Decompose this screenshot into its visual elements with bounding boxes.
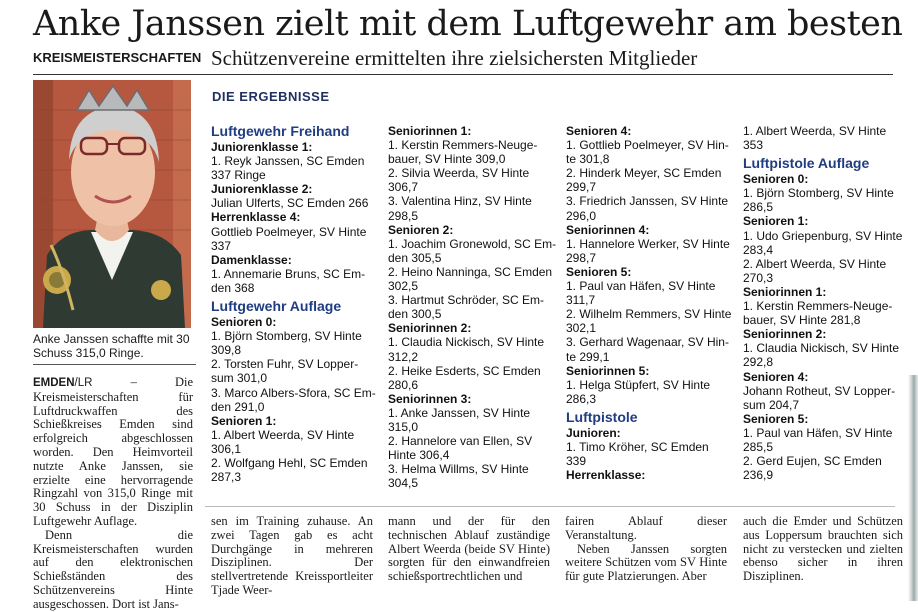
discipline-heading: Luftgewehr Freihand: [211, 123, 350, 139]
result-line: bauer, SV Hinte 309,0: [388, 152, 506, 167]
result-line: 270,3: [743, 270, 774, 285]
result-line: 236,9: [743, 468, 774, 483]
result-line: 1. Björn Stomberg, SV Hinte: [211, 329, 362, 344]
class-heading: Seniorinnen 5:: [566, 363, 650, 378]
result-line: 1. Claudia Nickisch, SV Hinte: [388, 335, 545, 350]
results-column-1: [211, 120, 379, 484]
result-line: 306,1: [211, 441, 242, 456]
result-line: te 301,8: [566, 152, 610, 167]
article-paragraph: fairen Ablauf dieser Veranstaltung.: [565, 514, 727, 542]
result-line: den 300,5: [388, 307, 442, 322]
discipline-heading: Luftpistole: [566, 408, 638, 425]
discipline-heading: Luftpistole Auflage: [743, 155, 870, 172]
article-column-1: [33, 376, 193, 612]
result-line: 296,0: [566, 208, 597, 223]
result-line: 298,5: [388, 208, 419, 223]
result-line: 2. Wilhelm Remmers, SV Hinte: [566, 307, 732, 322]
result-line: te 299,1: [566, 349, 610, 364]
result-line: 1. Hannelore Werker, SV Hinte: [566, 236, 730, 251]
header-rule: [33, 74, 893, 75]
dateline: EMDEN: [33, 377, 75, 389]
result-line: 3. Helma Willms, SV Hinte: [388, 462, 529, 477]
class-heading: Seniorinnen 2:: [388, 321, 472, 336]
class-heading: Senioren 0:: [211, 315, 277, 330]
class-heading: Senioren 5:: [566, 264, 632, 279]
result-line: 2. Heino Nanninga, SC Emden: [388, 264, 553, 279]
discipline-heading: Luftgewehr Auflage: [211, 298, 342, 315]
result-line: 1. Paul van Häfen, SV Hinte: [566, 279, 716, 294]
results-column-3: [566, 124, 734, 482]
result-line: Hinte 306,4: [388, 448, 450, 463]
result-line: 2. Torsten Fuhr, SV Lopper-: [211, 357, 359, 372]
article-paragraph: mann und der für den technischen Ablauf zuständige Albert Weerda (beide SV Hinte) sorgten für den einwandfreien schießsportrechtlichen und: [388, 514, 550, 584]
class-heading: Junioren:: [566, 425, 621, 440]
result-line: 2. Gerd Eujen, SC Emden: [743, 454, 882, 469]
results-divider: [205, 506, 895, 507]
portrait-photo: [33, 80, 191, 328]
headline: Anke Janssen zielt mit dem Luftgewehr am besten: [33, 4, 903, 44]
result-line: 3. Gerhard Wagenaar, SV Hin-: [566, 335, 729, 350]
result-line: 302,1: [566, 321, 597, 336]
result-line: 1. Albert Weerda, SV Hinte: [743, 124, 887, 138]
result-line: 1. Björn Stomberg, SV Hinte: [743, 186, 894, 201]
page-fold-shadow: [908, 375, 918, 601]
result-line: 353: [743, 138, 764, 153]
results-title: DIE ERGEBNISSE: [212, 89, 330, 104]
result-line: 1. Kerstin Remmers-Neuge-: [388, 138, 538, 153]
result-line: Gottlieb Poelmeyer, SV Hinte: [211, 224, 367, 239]
class-heading: Seniorinnen 1:: [743, 284, 827, 299]
result-line: 306,7: [388, 180, 419, 195]
result-line: Johann Rotheut, SV Lopper-: [743, 383, 896, 398]
result-line: sum 204,7: [743, 397, 800, 412]
result-line: 337: [211, 238, 232, 253]
article-paragraph: – Die Kreismeisterschaften für Luftdruckwaffen des Schießkreises Emden sind erfolgreich abgeschlossen worden. Den Heimvorteil nutzte Anke Janssen, sie erzielte eine hervorragende Ringzahl von 315,0 Ringe mit 30 Schuss in der Disziplin Luftgewehr Auflage.: [33, 375, 193, 528]
class-heading: Senioren 1:: [743, 214, 809, 229]
article-column-2: [211, 515, 373, 598]
class-heading: Damenklasse:: [211, 252, 292, 267]
result-line: 2. Wolfgang Hehl, SC Emden: [211, 455, 368, 470]
article-column-3: [388, 515, 550, 584]
result-line: 298,7: [566, 250, 597, 265]
result-line: 315,0: [388, 419, 419, 434]
result-line: 1. Reyk Janssen, SC Emden: [211, 154, 365, 169]
result-line: 2. Silvia Weerda, SV Hinte: [388, 166, 530, 181]
result-line: den 291,0: [211, 399, 265, 414]
results-column-4: [743, 124, 903, 482]
result-line: 337 Ringe: [211, 168, 266, 183]
result-line: 309,8: [211, 343, 242, 358]
result-line: 292,8: [743, 355, 774, 370]
result-line: 1. Annemarie Bruns, SC Em-: [211, 266, 366, 281]
result-line: 1. Albert Weerda, SV Hinte: [211, 427, 355, 442]
article-paragraph: auch die Emder und Schützen aus Loppersum brauchten sich nicht zu verstecken und zielten ebenso sicher in ihren Disziplinen.: [743, 514, 903, 584]
result-line: 2. Albert Weerda, SV Hinte: [743, 256, 887, 271]
result-line: 2. Hinderk Meyer, SC Emden: [566, 166, 722, 181]
result-line: 1. Timo Kröher, SC Emden: [566, 439, 709, 454]
class-heading: Seniorinnen 3:: [388, 391, 472, 406]
result-line: 3. Marco Albers-Sfora, SC Em-: [211, 385, 376, 400]
result-line: 1. Kerstin Remmers-Neuge-: [743, 299, 893, 314]
result-line: 312,2: [388, 349, 419, 364]
class-heading: Juniorenklasse 1:: [211, 140, 313, 154]
class-heading: Senioren 2:: [388, 222, 454, 237]
subline: Schützenvereine ermittelten ihre zielsichersten Mitglieder: [211, 46, 698, 70]
result-line: 286,3: [566, 391, 597, 406]
result-line: 286,5: [743, 200, 774, 215]
result-line: 283,4: [743, 242, 774, 257]
result-line: 280,6: [388, 377, 419, 392]
result-line: 304,5: [388, 476, 419, 491]
result-line: 1. Udo Griepenburg, SV Hinte: [743, 228, 903, 243]
class-heading: Herrenklasse 4:: [211, 210, 301, 225]
result-line: 1. Helga Stüpfert, SV Hinte: [566, 377, 711, 392]
dateline-author: /LR: [74, 377, 93, 389]
class-heading: Herrenklasse:: [566, 468, 646, 483]
result-line: 2. Hannelore van Ellen, SV: [388, 434, 533, 449]
result-line: 3. Friedrich Janssen, SV Hinte: [566, 194, 729, 209]
result-line: sum 301,0: [211, 371, 268, 386]
result-line: 1. Gottlieb Poelmeyer, SV Hin-: [566, 138, 729, 153]
result-line: 302,5: [388, 279, 419, 294]
result-line: 285,5: [743, 439, 774, 454]
result-line: 1. Anke Janssen, SV Hinte: [388, 405, 531, 420]
result-line: 1. Claudia Nickisch, SV Hinte: [743, 341, 900, 356]
result-line: Julian Ulferts, SC Emden 266: [211, 196, 369, 211]
class-heading: Senioren 1:: [211, 413, 277, 428]
class-heading: Senioren 0:: [743, 172, 809, 187]
article-paragraph: Neben Janssen sorgten weitere Schützen vom SV Hinte für gute Platzierungen. Aber: [565, 541, 727, 584]
class-heading: Senioren 4:: [566, 124, 632, 138]
class-heading: Juniorenklasse 2:: [211, 182, 313, 197]
article-paragraph: Denn die Kreismeisterschaften wurden auf den elektronischen Schießständen des Schützenvereins Hinte ausgeschossen. Dort ist Jans-: [33, 527, 193, 611]
article-column-4: [565, 515, 727, 584]
result-line: bauer, SV Hinte 281,8: [743, 313, 861, 328]
result-line: 311,7: [566, 293, 596, 308]
caption-rule: [33, 364, 196, 365]
article-column-5: [743, 515, 903, 584]
result-line: 339: [566, 454, 587, 469]
results-column-2: [388, 124, 558, 490]
result-line: den 305,5: [388, 250, 442, 265]
class-heading: Senioren 4:: [743, 369, 809, 384]
kicker: KREISMEISTERSCHAFTEN: [33, 50, 202, 65]
result-line: 1. Joachim Gronewold, SC Em-: [388, 236, 557, 251]
class-heading: Senioren 5:: [743, 411, 809, 426]
result-line: den 368: [211, 280, 255, 295]
photo-caption: Anke Janssen schaffte mit 30 Schuss 315,0 Ringe.: [33, 332, 190, 360]
result-line: 1. Paul van Häfen, SV Hinte: [743, 425, 893, 440]
result-line: 2. Heike Esderts, SC Emden: [388, 363, 541, 378]
portrait-illustration: [33, 80, 191, 328]
class-heading: Seniorinnen 4:: [566, 222, 650, 237]
class-heading: Seniorinnen 2:: [743, 327, 827, 342]
result-line: 3. Hartmut Schröder, SC Em-: [388, 293, 545, 308]
class-heading: Seniorinnen 1:: [388, 124, 472, 138]
result-line: 3. Valentina Hinz, SV Hinte: [388, 194, 532, 209]
result-line: 287,3: [211, 470, 242, 485]
article-paragraph: sen im Training zuhause. An zwei Tagen gab es acht Durchgänge in mehreren Disziplinen. Der stellvertretende Kreissportleiter Tjade Weer-: [211, 514, 373, 597]
result-line: 299,7: [566, 180, 597, 195]
